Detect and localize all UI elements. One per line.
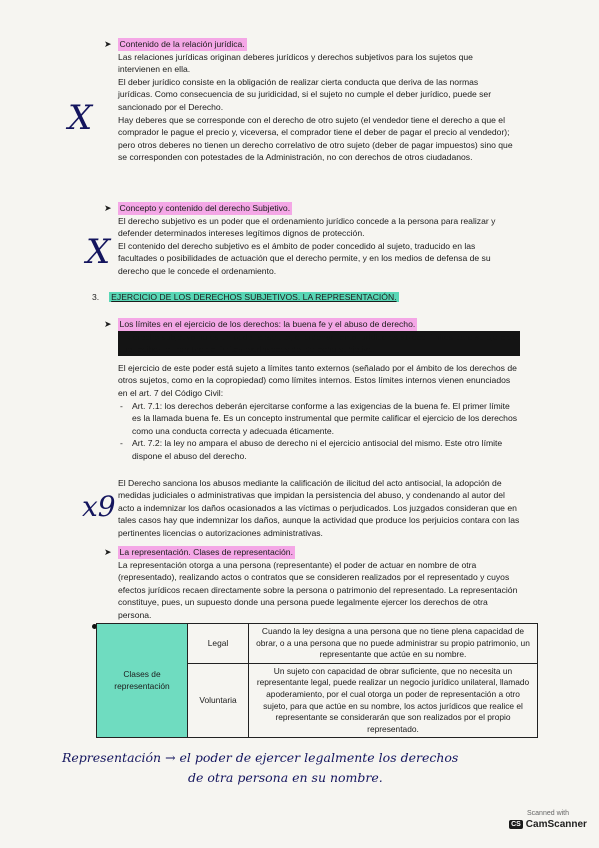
table-cell-label: Voluntaria <box>188 663 249 738</box>
heading-text: Los límites en el ejercicio de los derechos: la buena fe y el abuso de derecho. <box>119 319 416 329</box>
brand-name: CamScanner <box>525 819 587 830</box>
section-limites <box>104 318 520 540</box>
camscanner-logo-icon: CS <box>511 821 521 828</box>
article-list <box>118 400 520 463</box>
redacted-paragraph: El derecho subjetivo no es un poder absoluto, el ordenamiento jurídico establece límites para su ejercicio que reciben el nombre de límites extrínsecos del derecho subjetivo. <box>118 331 520 356</box>
heading-text: Contenido de la relación jurídica. <box>119 39 245 49</box>
table-cell-desc: Cuando la ley designa a una persona que no tiene plena capacidad de obrar, o a una persona que no puede administrar su propio patrimonio, un representante que actúe en su nombre. <box>249 624 538 664</box>
section-title: EJERCICIO DE LOS DERECHOS SUBJETIVOS. LA REPRESENTACIÓN. <box>111 292 397 302</box>
paragraph: La representación otorga a una persona (representante) el poder de actuar en nombre de otra (representado), realizando actos o contratos que se consideren realizados por el representado y cuyos efectos jurídicos recaen directamente sobre la persona o patrimonio del representado. La representación constituye, pues, un supuesto donde una persona puede legalmente ejercer los derechos de otra persona. <box>118 559 518 620</box>
paragraph: Hay deberes que se corresponde con el derecho de otro sujeto (el vendedor tiene el derecho a que el comprador le pague el precio y, viceversa, el comprador tiene el deber de pagar el precio al vendedor); pero otros deberes no tienen un derecho correlativo de otro sujeto (deber de pagar impuestos) sino que se corresponden con potestades de la Administración, no con derechos de otros ciudadanos. <box>118 114 513 163</box>
section-heading <box>104 38 514 51</box>
section-heading <box>104 318 520 331</box>
section-representacion <box>104 546 520 622</box>
section-number: 3. <box>92 292 100 302</box>
watermark-caption: Scanned with <box>526 810 570 817</box>
paragraph: El derecho subjetivo es un poder que el ordenamiento jurídico concede a la persona para realizar y defender determinados intereses legítimos dignos de protección. <box>118 215 496 239</box>
arrow-bullet-icon: ➤ <box>104 203 112 213</box>
list-item: - Art. 7.2: la ley no ampara el abuso de derecho ni el ejercicio antisocial del mismo. Este otro límite dispone el abuso del derecho. <box>118 437 520 462</box>
section-3-heading <box>92 292 399 302</box>
arrow-bullet-icon: ➤ <box>104 547 112 557</box>
heading-text: Concepto y contenido del derecho Subjetivo. <box>119 203 291 213</box>
paragraph: El Derecho sanciona los abusos mediante la calificación de ilicitud del acto antisocial, la adopción de medidas judiciales o administrativas que impidan la persistencia del abuso, y condenando al autor del acto a indemnizar los daños ocasionados a las víctimas o perjudicados. Los juzgados consideran que en tales casos hay que indemnizar los daños, aunque la actividad que produce los perjuicios contara con las pertinentes licencias o autorizaciones administrativas. <box>118 477 520 538</box>
section-relacion-juridica <box>104 38 514 164</box>
handwritten-mark: X <box>68 98 93 138</box>
scanner-watermark <box>504 810 592 830</box>
table-cell-desc: Un sujeto con capacidad de obrar suficiente, que no necesita un representante legal, puede realizar un negocio jurídico unilateral, llamado apoderamiento, por el cual otorga un poder de representación a otro sujeto, para que actúe en su nombre, los actos jurídicos que realice el representante se considerarán que son realizados por el propio representado. <box>249 663 538 738</box>
section-heading <box>104 546 520 559</box>
paragraph: El ejercicio de este poder está sujeto a límites tanto externos (señalado por el ámbito de los derechos de otros sujetos, como en la copropiedad) como límites internos. Estos límites internos vienen enunciados en el art. 7 del Código Civil: <box>118 362 517 398</box>
table-row-header: Clases de representación <box>97 624 188 738</box>
paragraph: El deber jurídico consiste en la obligación de realizar cierta conducta que deriva de las normas jurídicas. Como consecuencia de su juridicidad, si el sujeto no cumple el deber jurídico, puede ser sancionado por el Derecho. <box>118 76 492 112</box>
list-item: - Art. 7.1: los derechos deberán ejercitarse conforme a las exigencias de la buena fe. El primer límite es la llamada buena fe. Es un concepto instrumental que permite calificar el ejercicio de los derechos como una conducta correcta y adecuada éticamente. <box>118 400 520 438</box>
paragraph: Las relaciones jurídicas originan deberes jurídicos y derechos subjetivos para los sujetos que intervienen en ella. <box>118 51 473 75</box>
heading-text: La representación. Clases de representación. <box>119 547 293 557</box>
handwritten-mark: x9 <box>82 490 116 523</box>
handwritten-mark: X <box>86 232 111 272</box>
section-heading <box>104 202 514 215</box>
arrow-bullet-icon: ➤ <box>104 39 112 49</box>
handwritten-note: de otra persona en su nombre. <box>188 770 383 785</box>
representation-table <box>96 623 538 738</box>
handwritten-note: Representación → el poder de ejercer legalmente los derechos <box>62 750 459 765</box>
arrow-bullet-icon: ➤ <box>104 319 112 329</box>
section-derecho-subjetivo <box>104 202 514 278</box>
table-cell-label: Legal <box>188 624 249 664</box>
paragraph: El contenido del derecho subjetivo es el ámbito de poder concedido al sujeto, traducido en las facultades o posibilidades de actuación que el derecho permite, y en los medios de defensa de su derecho que le concede el ordenamiento. <box>118 240 491 276</box>
watermark-brand <box>504 819 592 830</box>
table-row <box>97 624 538 664</box>
